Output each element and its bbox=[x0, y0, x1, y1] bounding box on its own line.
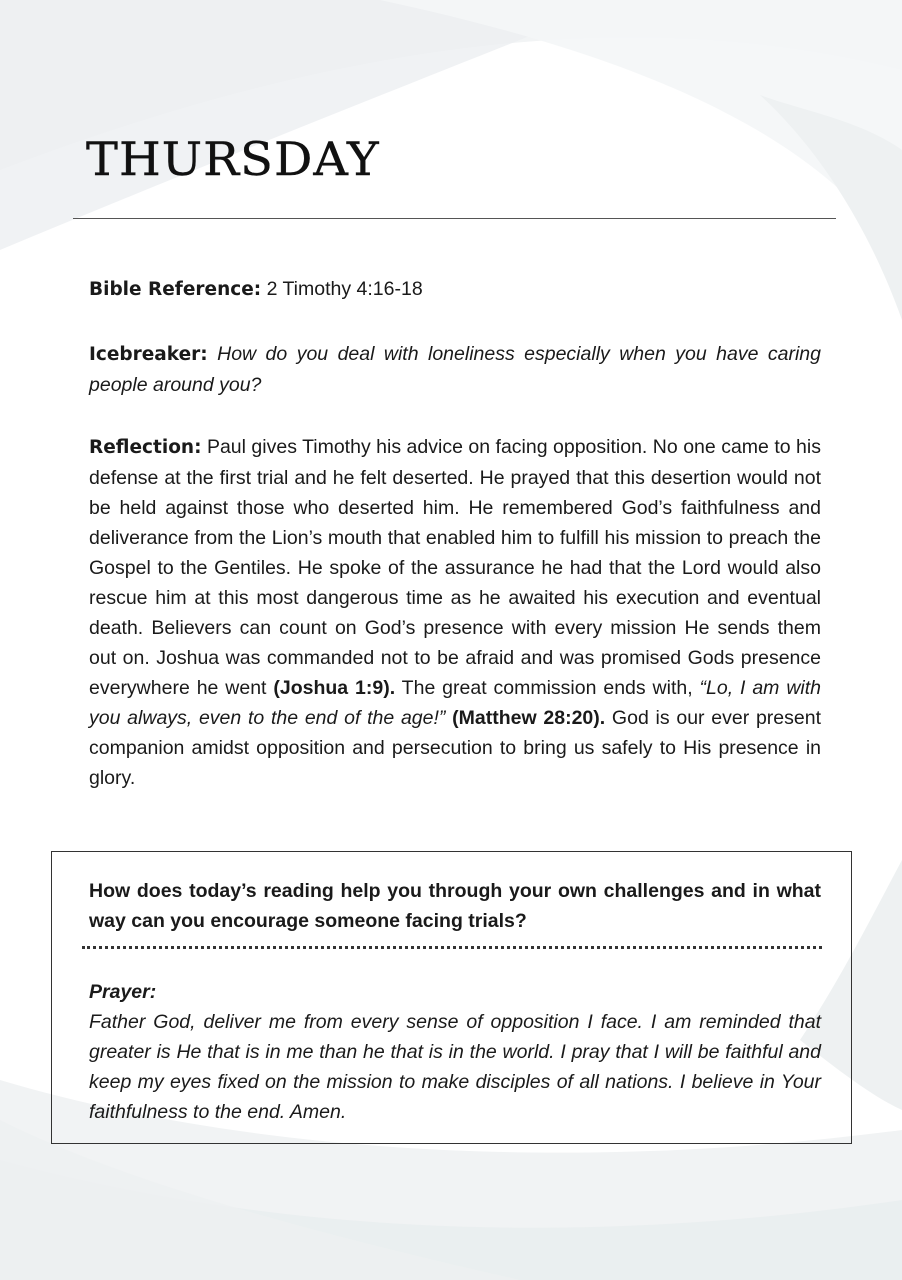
prayer-label: Prayer: bbox=[89, 981, 157, 1003]
reflection-text-3: God is our ever present companion amidst opposition and persecution to bring us safely to His presence in glory. bbox=[89, 707, 821, 789]
bible-reference-label: Bible Reference: bbox=[89, 279, 262, 300]
page-title: THURSDAY bbox=[86, 132, 380, 186]
reflection-quote: “Lo, I am with you always, even to the end of the age!” bbox=[89, 677, 822, 729]
reflection-ref-matthew: (Matthew 28:20). bbox=[445, 707, 606, 729]
icebreaker-label: Icebreaker: bbox=[89, 344, 208, 365]
reflection-ref-joshua: (Joshua 1:9). bbox=[273, 677, 396, 699]
icebreaker-text: How do you deal with loneliness especially when you have caring people around you? bbox=[89, 343, 821, 396]
reflection-text-2: The great commission ends with, bbox=[395, 677, 700, 699]
reflection-label: Reflection: bbox=[89, 437, 202, 458]
bible-reference bbox=[89, 274, 821, 305]
reflection bbox=[89, 432, 821, 793]
reflection-text-1: Paul gives Timothy his advice on facing opposition. No one came to his defense at the first trial and he felt deserted. He prayed that this desertion would not be held against those who deserted him. He remembered God’s faithfulness and deliverance from the Lion’s mouth that enabled him to fulfill his mission to preach the Gospel to the Gentiles. He spoke of the assurance he had that the Lord would also rescue him at this most dangerous time as he awaited his execution and eventual death. Believers can count on God’s presence with every mission He sends them out on. Joshua was commanded not to be afraid and was promised Gods presence everywhere he went bbox=[89, 436, 821, 699]
icebreaker bbox=[89, 339, 821, 400]
discussion-question: How does today’s reading help you through your own challenges and in what way can you encourage someone facing trials? bbox=[89, 880, 821, 932]
prayer-text: Father God, deliver me from every sense of opposition I face. I am reminded that greater is He that is in me than he that is in the world. I pray that I will be faithful and keep my eyes fixed on the mission to make disciples of all nations. I believe in Your faithfulness to the end. Amen. bbox=[89, 1011, 821, 1123]
dotted-divider bbox=[82, 946, 822, 949]
bible-reference-value: 2 Timothy 4:16-18 bbox=[261, 278, 423, 300]
title-divider bbox=[73, 218, 836, 219]
